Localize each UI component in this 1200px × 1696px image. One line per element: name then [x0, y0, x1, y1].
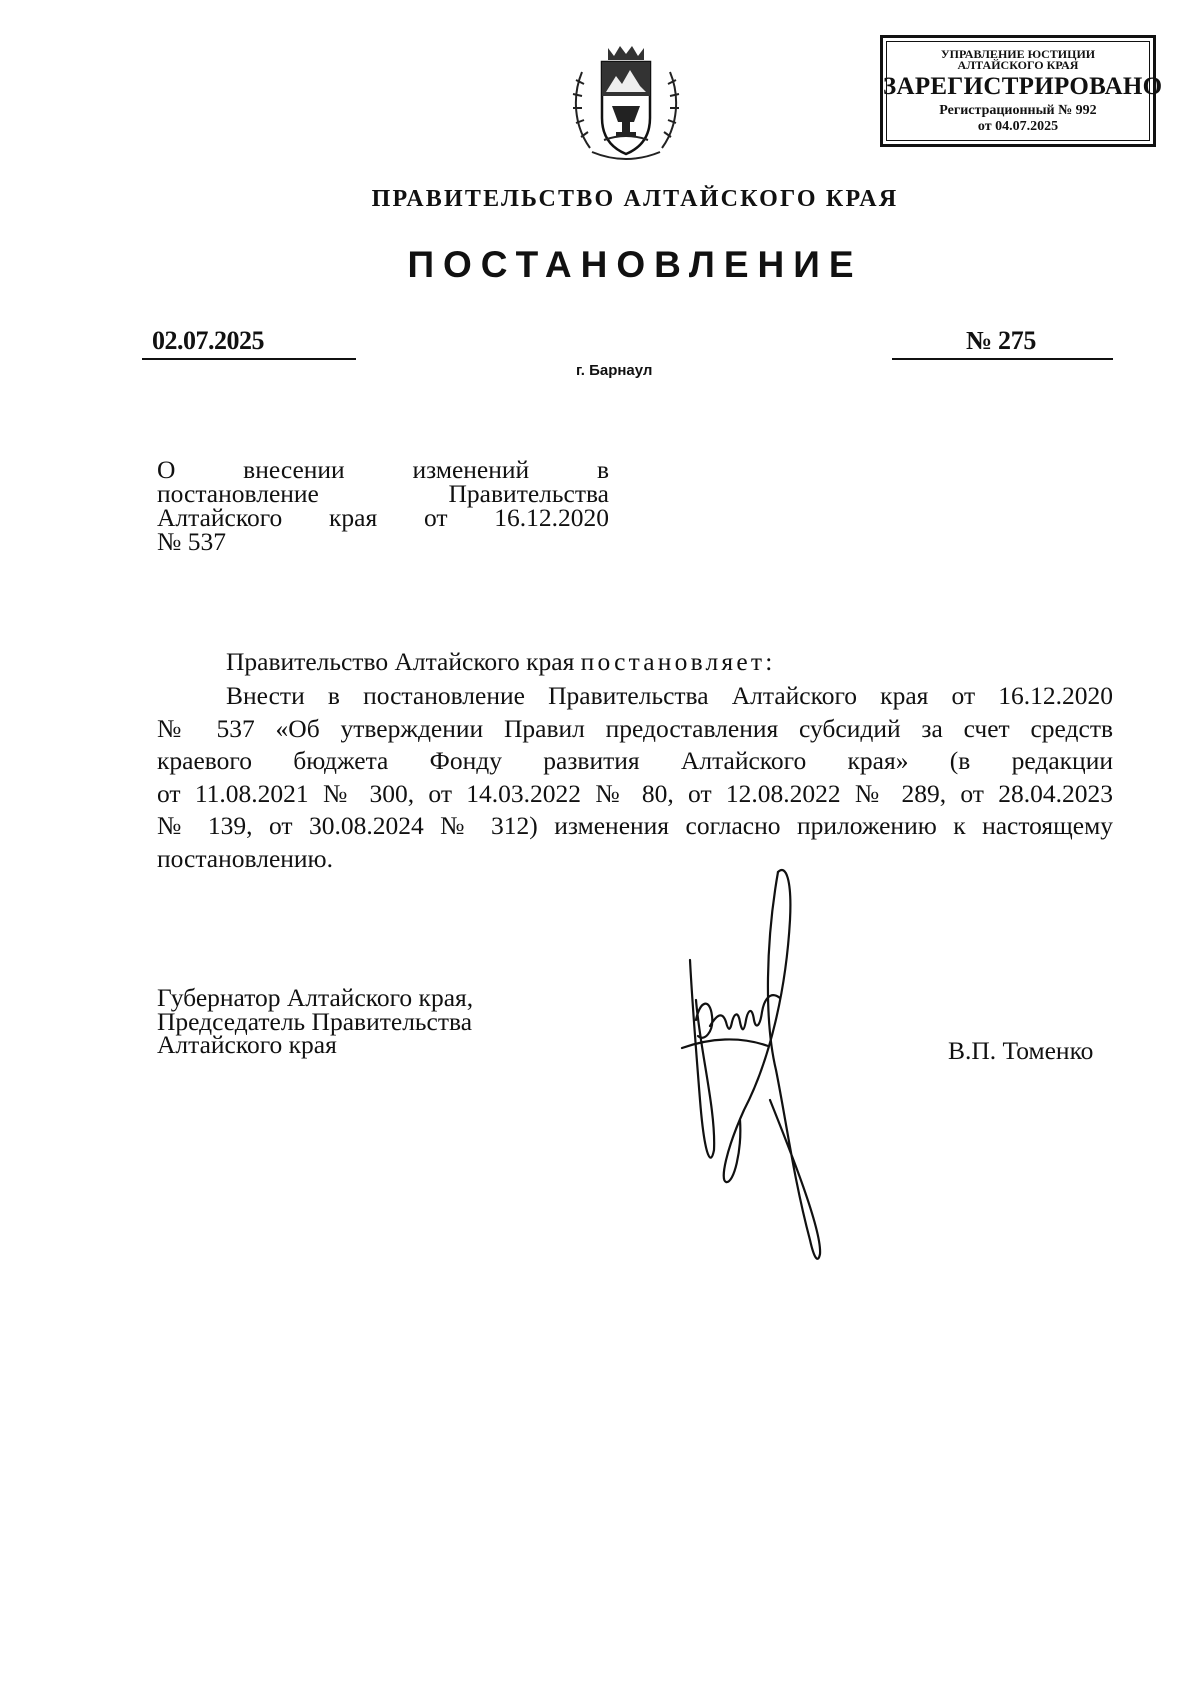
body-line: от 11.08.2021 № 300, от 14.03.2022 № 80, от 12.08.2022 № 289, от 28.04.2023 [157, 778, 1113, 808]
body-line: № 537 «Об утверждении Правил предоставления субсидий за счет средств [157, 713, 1113, 743]
preamble-verb: постановляет: [580, 647, 776, 676]
handwritten-signature [670, 850, 840, 1290]
body-paragraph [157, 680, 1113, 876]
body-line: Внести в постановление Правительства Алтайского края от 16.12.2020 [226, 681, 1113, 710]
document-subject [157, 455, 609, 556]
government-title: ПРАВИТЕЛЬСТВО АЛТАЙСКОГО КРАЯ [371, 186, 899, 212]
document-date: 02.07.2025 [152, 326, 264, 355]
preamble [226, 646, 776, 678]
registration-stamp [880, 35, 1163, 147]
document-type-title: ПОСТАНОВЛЕНИЕ [407, 244, 863, 285]
stamp-reg-date: от 04.07.2025 [977, 119, 1059, 134]
stamp-region: АЛТАЙСКОГО КРАЯ [957, 58, 1079, 72]
stamp-reg-number: Регистрационный № 992 [939, 103, 1097, 118]
date-underline [142, 358, 356, 360]
stamp-org: УПРАВЛЕНИЕ ЮСТИЦИИ [940, 47, 1096, 61]
signer-title-line: Губернатор Алтайского края, [157, 983, 474, 1012]
body-line: постановлению. [157, 843, 333, 873]
document-number: № 275 [966, 326, 1037, 355]
number-underline [892, 358, 1113, 360]
city-label: г. Барнаул [576, 362, 653, 379]
subject-line: О внесении изменений в [157, 455, 609, 484]
signer-title-line: Алтайского края [157, 1030, 337, 1059]
subject-line: № 537 [157, 527, 226, 556]
subject-line: Алтайского края от 16.12.2020 [157, 503, 609, 532]
preamble-lead: Правительство Алтайского края [226, 647, 581, 676]
subject-line: постановление Правительства [157, 479, 609, 508]
signer-title-line: Председатель Правительства [157, 1006, 473, 1036]
body-line: краевого бюджета Фонду развития Алтайского края» (в редакции [157, 746, 1113, 776]
coat-of-arms-emblem [568, 40, 684, 168]
body-line: № 139, от 30.08.2024 № 312) изменения согласно приложению к настоящему [157, 811, 1113, 841]
stamp-status: ЗАРЕГИСТРИРОВАНО [883, 73, 1163, 100]
signer-title [157, 983, 474, 1059]
signer-name: В.П. Томенко [948, 1036, 1094, 1065]
